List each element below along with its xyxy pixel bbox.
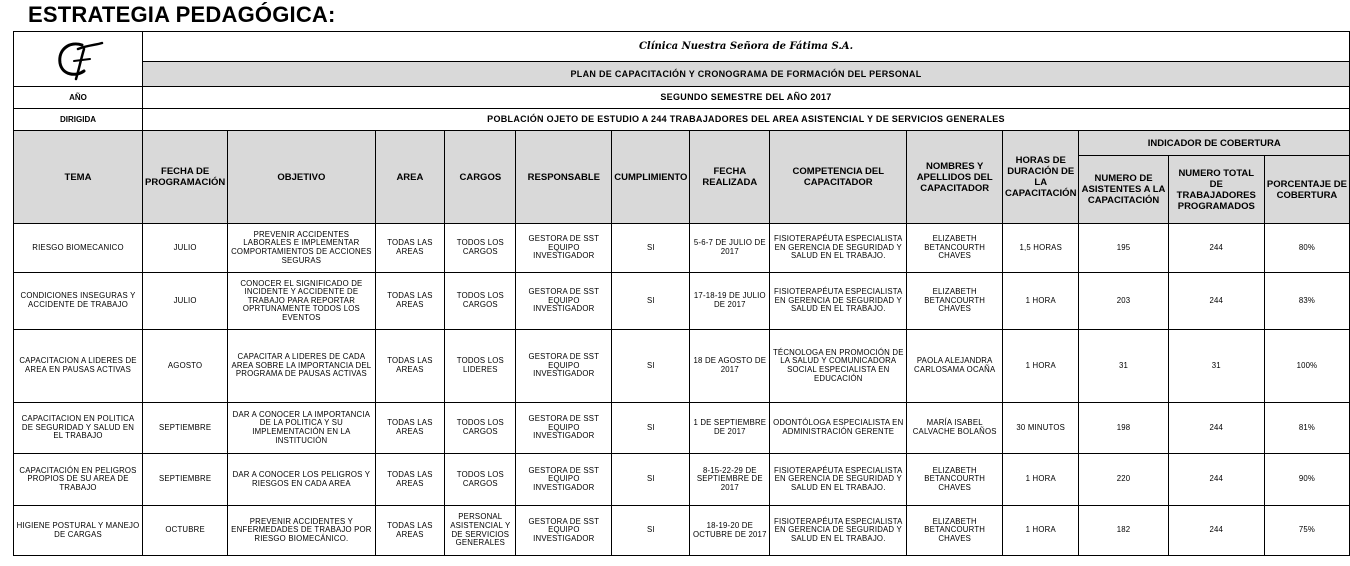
header-fecha-realizada: FECHA REALIZADA <box>690 131 770 224</box>
cell-area: TODAS LAS AREAS <box>375 506 445 556</box>
header-tema: TEMA <box>14 131 143 224</box>
cell-horas: 1 HORA <box>1003 330 1079 403</box>
header-porcentaje: PORCENTAJE DE COBERTURA <box>1264 156 1349 224</box>
cell-competencia: FISIOTERAPÉUTA ESPECIALISTA EN GERENCIA DE SEGURIDAD Y SALUD EN EL TRABAJO. <box>770 224 907 273</box>
cell-nombre: PAOLA ALEJANDRA CARLOSAMA OCAÑA <box>907 330 1003 403</box>
cell-fecha-realizada: 18-19-20 DE OCTUBRE DE 2017 <box>690 506 770 556</box>
cell-asistentes: 203 <box>1079 273 1168 330</box>
header-horas: HORAS DE DURACIÓN DE LA CAPACITACIÓN <box>1003 131 1079 224</box>
header-area: AREA <box>375 131 445 224</box>
cell-cargos: TODOS LOS CARGOS <box>445 454 516 506</box>
table-row <box>14 224 1350 273</box>
cell-asistentes: 195 <box>1079 224 1168 273</box>
plan-title: PLAN DE CAPACITACIÓN Y CRONOGRAMA DE FORMACIÓN DEL PERSONAL <box>143 62 1350 87</box>
cell-porcentaje: 100% <box>1264 330 1349 403</box>
cell-fecha-programacion: SEPTIEMBRE <box>143 454 228 506</box>
cell-tema: CAPACITACIÓN EN PELIGROS PROPIOS DE SU AREA DE TRABAJO <box>14 454 143 506</box>
cell-asistentes: 182 <box>1079 506 1168 556</box>
cell-cargos: PERSONAL ASISTENCIAL Y DE SERVICIOS GENERALES <box>445 506 516 556</box>
cell-fecha-programacion: OCTUBRE <box>143 506 228 556</box>
table-row <box>14 454 1350 506</box>
header-nombres: NOMBRES Y APELLIDOS DEL CAPACITADOR <box>907 131 1003 224</box>
cell-fecha-realizada: 1 DE SEPTIEMBRE DE 2017 <box>690 403 770 454</box>
header-indicador-cobertura: INDICADOR DE COBERTURA <box>1079 131 1350 156</box>
header-total-trabajadores: NUMERO TOTAL DE TRABAJADORES PROGRAMADOS <box>1168 156 1264 224</box>
training-plan-sheet <box>13 31 1350 556</box>
cell-responsable: GESTORA DE SST EQUIPO INVESTIGADOR <box>516 224 612 273</box>
cell-cargos: TODOS LOS CARGOS <box>445 273 516 330</box>
cell-horas: 1 HORA <box>1003 273 1079 330</box>
cell-nombre: ELIZABETH BETANCOURTH CHAVES <box>907 224 1003 273</box>
cell-objetivo: PREVENIR ACCIDENTES LABORALES E IMPLEMENTAR COMPORTAMIENTOS DE ACCIONES SEGURAS <box>228 224 375 273</box>
header-responsable: RESPONSABLE <box>516 131 612 224</box>
cell-tema: RIESGO BIOMECANICO <box>14 224 143 273</box>
cell-responsable: GESTORA DE SST EQUIPO INVESTIGADOR <box>516 330 612 403</box>
cell-tema: HIGIENE POSTURAL Y MANEJO DE CARGAS <box>14 506 143 556</box>
company-name: Clínica Nuestra Señora de Fátima S.A. <box>143 32 1350 62</box>
cell-nombre: ELIZABETH BETANCOURTH CHAVES <box>907 506 1003 556</box>
header-fecha-programacion: FECHA DE PROGRAMACIÓN <box>143 131 228 224</box>
cell-total: 244 <box>1168 454 1264 506</box>
cell-fecha-realizada: 18 DE AGOSTO DE 2017 <box>690 330 770 403</box>
table-row <box>14 403 1350 454</box>
target-label: DIRIGIDA <box>14 109 143 131</box>
cell-fecha-programacion: SEPTIEMBRE <box>143 403 228 454</box>
company-logo-icon <box>48 35 108 83</box>
page-title: ESTRATEGIA PEDAGÓGICA: <box>28 2 336 27</box>
cell-porcentaje: 75% <box>1264 506 1349 556</box>
cell-fecha-realizada: 17-18-19 DE JULIO DE 2017 <box>690 273 770 330</box>
cell-asistentes: 220 <box>1079 454 1168 506</box>
cell-horas: 1 HORA <box>1003 454 1079 506</box>
table-row <box>14 506 1350 556</box>
cell-cumplimiento: SI <box>612 506 690 556</box>
cell-nombre: MARÍA ISABEL CALVACHE BOLAÑOS <box>907 403 1003 454</box>
cell-total: 244 <box>1168 506 1264 556</box>
cell-area: TODAS LAS AREAS <box>375 403 445 454</box>
cell-objetivo: DAR A CONOCER LA IMPORTANCIA DE LA POLITICA Y SU IMPLEMENTACIÓN EN LA INSTITUCIÓN <box>228 403 375 454</box>
cell-porcentaje: 80% <box>1264 224 1349 273</box>
logo-cell <box>14 32 143 87</box>
header-cumplimiento: CUMPLIMIENTO <box>612 131 690 224</box>
header-competencia: COMPETENCIA DEL CAPACITADOR <box>770 131 907 224</box>
cell-area: TODAS LAS AREAS <box>375 330 445 403</box>
cell-area: TODAS LAS AREAS <box>375 273 445 330</box>
cell-total: 31 <box>1168 330 1264 403</box>
cell-nombre: ELIZABETH BETANCOURTH CHAVES <box>907 454 1003 506</box>
cell-fecha-realizada: 5-6-7 DE JULIO DE 2017 <box>690 224 770 273</box>
cell-responsable: GESTORA DE SST EQUIPO INVESTIGADOR <box>516 273 612 330</box>
cell-horas: 1,5 HORAS <box>1003 224 1079 273</box>
cell-cumplimiento: SI <box>612 273 690 330</box>
cell-asistentes: 31 <box>1079 330 1168 403</box>
cell-area: TODAS LAS AREAS <box>375 224 445 273</box>
cell-total: 244 <box>1168 224 1264 273</box>
table-row <box>14 273 1350 330</box>
cell-cargos: TODOS LOS CARGOS <box>445 224 516 273</box>
header-objetivo: OBJETIVO <box>228 131 375 224</box>
cell-competencia: ODONTÓLOGA ESPECIALISTA EN ADMINISTRACIÓN GERENTE <box>770 403 907 454</box>
cell-tema: CONDICIONES INSEGURAS Y ACCIDENTE DE TRABAJO <box>14 273 143 330</box>
cell-total: 244 <box>1168 403 1264 454</box>
cell-tema: CAPACITACION EN POLITICA DE SEGURIDAD Y SALUD EN EL TRABAJO <box>14 403 143 454</box>
cell-horas: 30 MINUTOS <box>1003 403 1079 454</box>
cell-competencia: FISIOTERAPÉUTA ESPECIALISTA EN GERENCIA DE SEGURIDAD Y SALUD EN EL TRABAJO. <box>770 273 907 330</box>
cell-porcentaje: 90% <box>1264 454 1349 506</box>
cell-fecha-programacion: AGOSTO <box>143 330 228 403</box>
cell-cargos: TODOS LOS CARGOS <box>445 403 516 454</box>
training-plan-table <box>13 31 1350 556</box>
cell-nombre: ELIZABETH BETANCOURTH CHAVES <box>907 273 1003 330</box>
cell-cumplimiento: SI <box>612 454 690 506</box>
cell-asistentes: 198 <box>1079 403 1168 454</box>
year-label: AÑO <box>14 87 143 109</box>
cell-objetivo: CAPACITAR A LIDERES DE CADA AREA SOBRE LA IMPORTANCIA DEL PROGRAMA DE PAUSAS ACTIVAS <box>228 330 375 403</box>
table-row <box>14 330 1350 403</box>
target-value: POBLACIÓN OJETO DE ESTUDIO A 244 TRABAJADORES DEL AREA ASISTENCIAL Y DE SERVICIOS GENERALES <box>143 109 1350 131</box>
cell-horas: 1 HORA <box>1003 506 1079 556</box>
cell-cumplimiento: SI <box>612 224 690 273</box>
cell-tema: CAPACITACION A LIDERES DE AREA EN PAUSAS ACTIVAS <box>14 330 143 403</box>
cell-objetivo: DAR A CONOCER LOS PELIGROS Y RIESGOS EN CADA AREA <box>228 454 375 506</box>
cell-responsable: GESTORA DE SST EQUIPO INVESTIGADOR <box>516 454 612 506</box>
cell-responsable: GESTORA DE SST EQUIPO INVESTIGADOR <box>516 506 612 556</box>
header-asistentes: NUMERO DE ASISTENTES A LA CAPACITACIÓN <box>1079 156 1168 224</box>
cell-porcentaje: 81% <box>1264 403 1349 454</box>
cell-competencia: FISIOTERAPÉUTA ESPECIALISTA EN GERENCIA DE SEGURIDAD Y SALUD EN EL TRABAJO. <box>770 454 907 506</box>
year-value: SEGUNDO SEMESTRE DEL AÑO 2017 <box>143 87 1350 109</box>
cell-fecha-realizada: 8-15-22-29 DE SEPTIEMBRE DE 2017 <box>690 454 770 506</box>
cell-total: 244 <box>1168 273 1264 330</box>
cell-area: TODAS LAS AREAS <box>375 454 445 506</box>
cell-porcentaje: 83% <box>1264 273 1349 330</box>
cell-cargos: TODOS LOS LIDERES <box>445 330 516 403</box>
cell-responsable: GESTORA DE SST EQUIPO INVESTIGADOR <box>516 403 612 454</box>
cell-competencia: FISIOTERAPÉUTA ESPECIALISTA EN GERENCIA DE SEGURIDAD Y SALUD EN EL TRABAJO. <box>770 506 907 556</box>
header-cargos: CARGOS <box>445 131 516 224</box>
cell-fecha-programacion: JULIO <box>143 273 228 330</box>
cell-fecha-programacion: JULIO <box>143 224 228 273</box>
cell-competencia: TÉCNOLOGA EN PROMOCIÓN DE LA SALUD Y COMUNICADORA SOCIAL ESPECIALISTA EN EDUCACIÓN <box>770 330 907 403</box>
cell-objetivo: PREVENIR ACCIDENTES Y ENFERMEDADES DE TRABAJO POR RIESGO BIOMECÁNICO. <box>228 506 375 556</box>
cell-cumplimiento: SI <box>612 330 690 403</box>
cell-cumplimiento: SI <box>612 403 690 454</box>
cell-objetivo: CONOCER EL SIGNIFICADO DE INCIDENTE Y ACCIDENTE DE TRABAJO PARA REPORTAR OPRTUNAMENTE TODOS LOS EVENTOS <box>228 273 375 330</box>
